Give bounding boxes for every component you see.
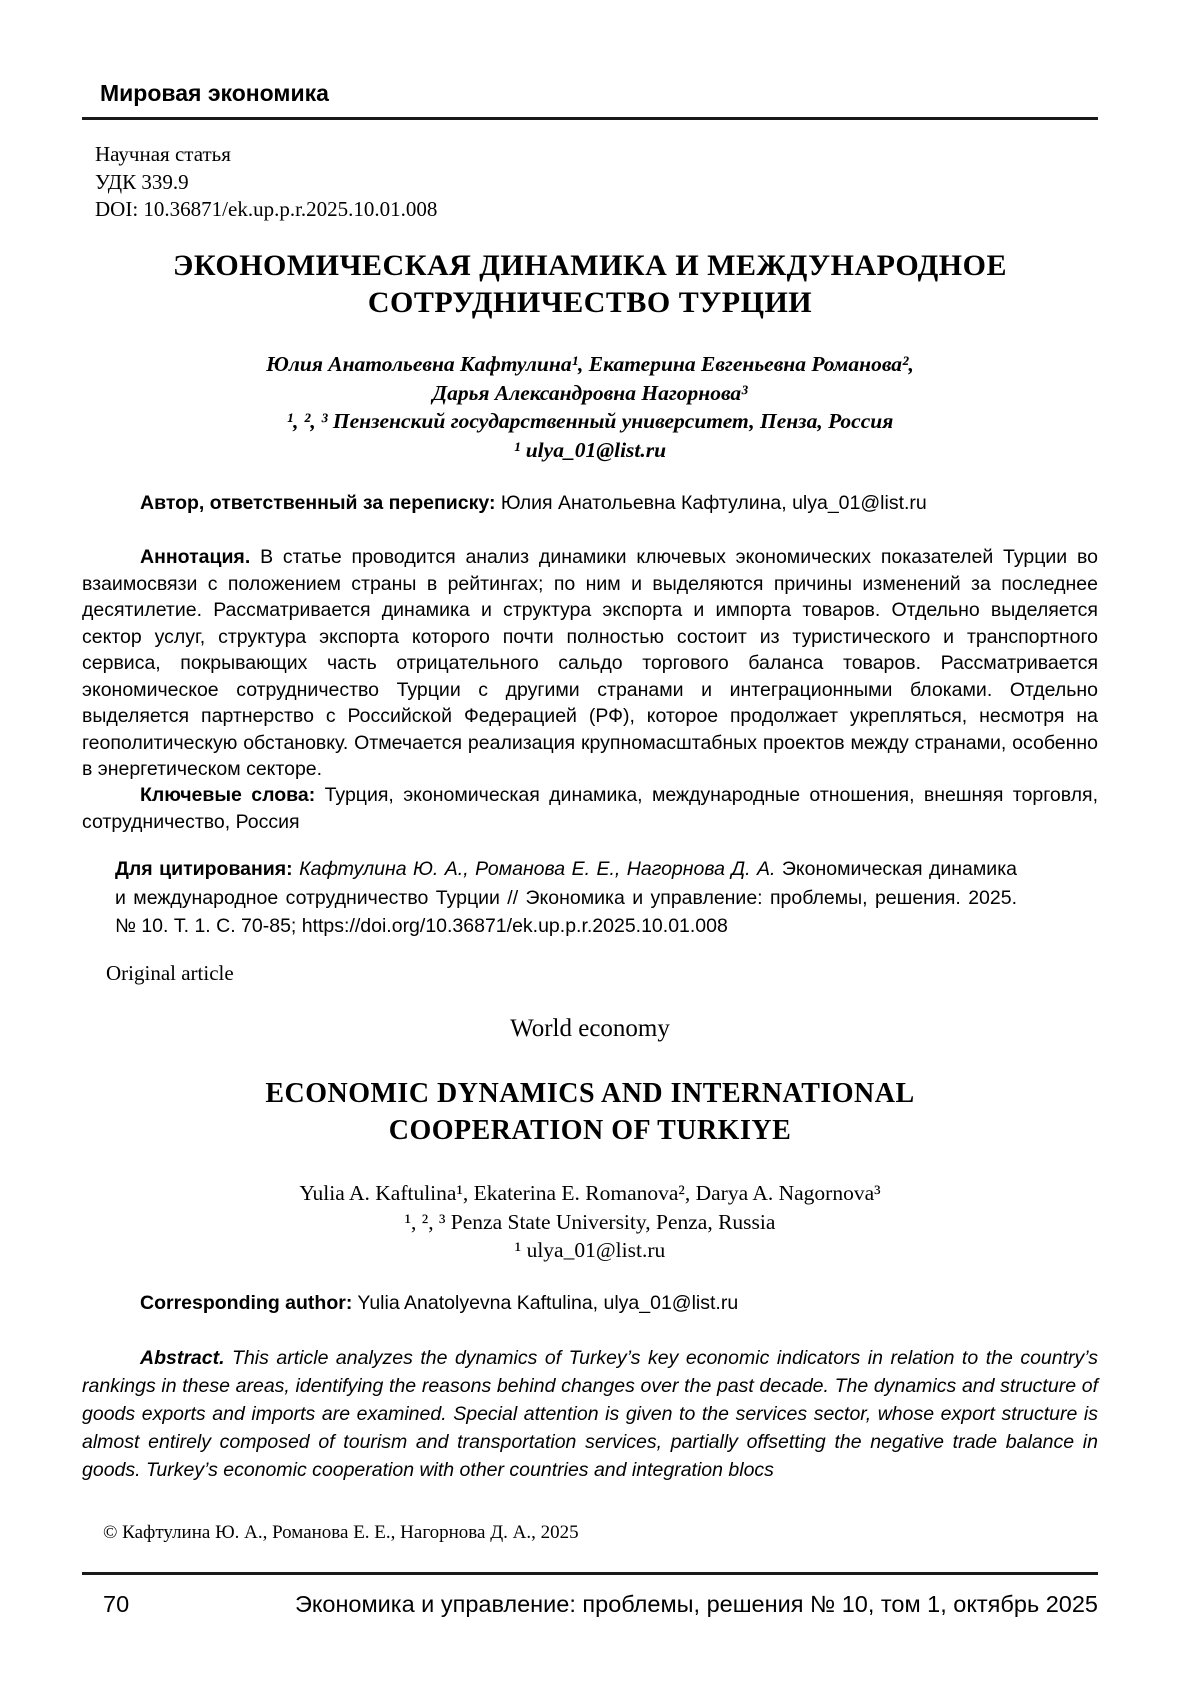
corresponding-author-en-label: Corresponding author: xyxy=(140,1292,353,1314)
keywords-ru xyxy=(82,782,1098,835)
article-title-ru xyxy=(82,247,1098,321)
corresponding-author-en xyxy=(82,1290,1098,1317)
abstract-en-text: This article analyzes the dynamics of Turkey’s key economic indicators in relation to the country’s rankings in these areas, identifying the reasons behind changes over the past decade. The dynamics and structure of goods exports and imports are examined. Special attention is given to the services sector, whose export structure is almost entirely composed of tourism and transportation services, partially offsetting the negative trade balance in goods. Turkey’s economic cooperation with other countries and integration blocs xyxy=(82,1347,1098,1481)
corresponding-author-ru-label: Автор, ответственный за переписку: xyxy=(140,492,496,514)
article-type-ru: Научная статья xyxy=(95,142,231,166)
article-type-en: Original article xyxy=(106,961,234,985)
authors-ru-line2: Дарья Александровна Нагорнова³ xyxy=(432,380,748,405)
abstract-en xyxy=(82,1344,1098,1484)
keywords-ru-text: Турция, экономическая динамика, международные отношения, внешняя торговля, сотрудничество, Россия xyxy=(82,784,1098,833)
abstract-en-label: Abstract. xyxy=(140,1347,225,1369)
citation-text: Экономическая динамика и международное сотрудничество Турции // Экономика и управление: проблемы, решения. 2025. № 10. Т. 1. С. 70-85; https://doi.org/10.36871/ek.up.p.r.2025.10.01.008 xyxy=(115,858,1017,937)
article-title-en-line1: ECONOMIC DYNAMICS AND INTERNATIONAL xyxy=(265,1078,915,1109)
journal-section-header: Мировая экономика xyxy=(100,80,329,106)
citation-authors: Кафтулина Ю. А., Романова Е. Е., Нагорнова Д. А. xyxy=(299,858,776,880)
authors-en: Yulia A. Kaftulina¹, Ekaterina E. Romanova², Darya A. Nagornova³ xyxy=(299,1181,881,1205)
author-email-en: ¹ ulya_01@list.ru xyxy=(514,1238,666,1262)
page-number: 70 xyxy=(103,1591,130,1617)
doi-line: DOI: 10.36871/ek.up.p.r.2025.10.01.008 xyxy=(95,197,438,221)
citation-label: Для цитирования: xyxy=(115,858,293,880)
copyright-line: © Кафтулина Ю. А., Романова Е. Е., Нагорнова Д. А., 2025 xyxy=(103,1522,579,1543)
article-title-ru-line2: СОТРУДНИЧЕСТВО ТУРЦИИ xyxy=(367,286,813,319)
udk-code: УДК 339.9 xyxy=(95,169,189,194)
affiliation-ru: ¹, ², ³ Пензенский государственный университет, Пенза, Россия xyxy=(286,409,894,433)
corresponding-author-ru xyxy=(82,490,1098,517)
keywords-ru-label: Ключевые слова: xyxy=(140,784,316,806)
page-footer xyxy=(82,1591,1098,1618)
authors-ru-line1: Юлия Анатольевна Кафтулина¹, Екатерина Евгеньевна Романова², xyxy=(266,352,914,376)
footer-divider xyxy=(82,1572,1098,1575)
article-title-en-line2: COOPERATION OF TURKIYE xyxy=(388,1115,792,1146)
article-meta xyxy=(82,141,1098,224)
abstract-ru xyxy=(82,544,1098,783)
journal-info: Экономика и управление: проблемы, решения № 10, том 1, октябрь 2025 xyxy=(294,1591,1098,1617)
author-email-ru: ¹ ulya_01@list.ru xyxy=(513,437,667,462)
corresponding-author-en-value: Yulia Anatolyevna Kaftulina, ulya_01@list.ru xyxy=(357,1292,739,1314)
corresponding-author-ru-value: Юлия Анатольевна Кафтулина, ulya_01@list.ru xyxy=(500,492,927,514)
abstract-ru-label: Аннотация. xyxy=(140,546,251,568)
header-divider xyxy=(82,117,1098,120)
journal-section-en: World economy xyxy=(510,1015,670,1042)
abstract-ru-text: В статье проводится анализ динамики ключевых экономических показателей Турции во взаимосвязи с положением страны в рейтингах; по ним и выделяются причины изменений за последнее десятилетие. Рассматривается динамика и структура экспорта и импорта товаров. Отдельно выделяется сектор услуг, структура экспорта которого почти полностью состоит из туристического и транспортного сервиса, покрывающих часть отрицательного сальдо торгового баланса товаров. Рассматривается экономическое сотрудничество Турции с другими странами и интеграционными блоками. Отдельно выделяется партнерство с Российской Федерацией (РФ), которое продолжает укрепляться, несмотря на геополитическую обстановку. Отмечается реализация крупномасштабных проектов между странами, особенно в энергетическом секторе. xyxy=(82,546,1098,780)
article-title-ru-line1: ЭКОНОМИЧЕСКАЯ ДИНАМИКА И МЕЖДУНАРОДНОЕ xyxy=(173,249,1007,282)
citation-block xyxy=(115,855,1017,941)
authors-block-ru xyxy=(82,350,1098,464)
authors-block-en xyxy=(82,1179,1098,1265)
article-title-en xyxy=(82,1075,1098,1149)
affiliation-en: ¹, ², ³ Penza State University, Penza, Russia xyxy=(404,1209,776,1234)
page-content xyxy=(82,0,1098,1698)
